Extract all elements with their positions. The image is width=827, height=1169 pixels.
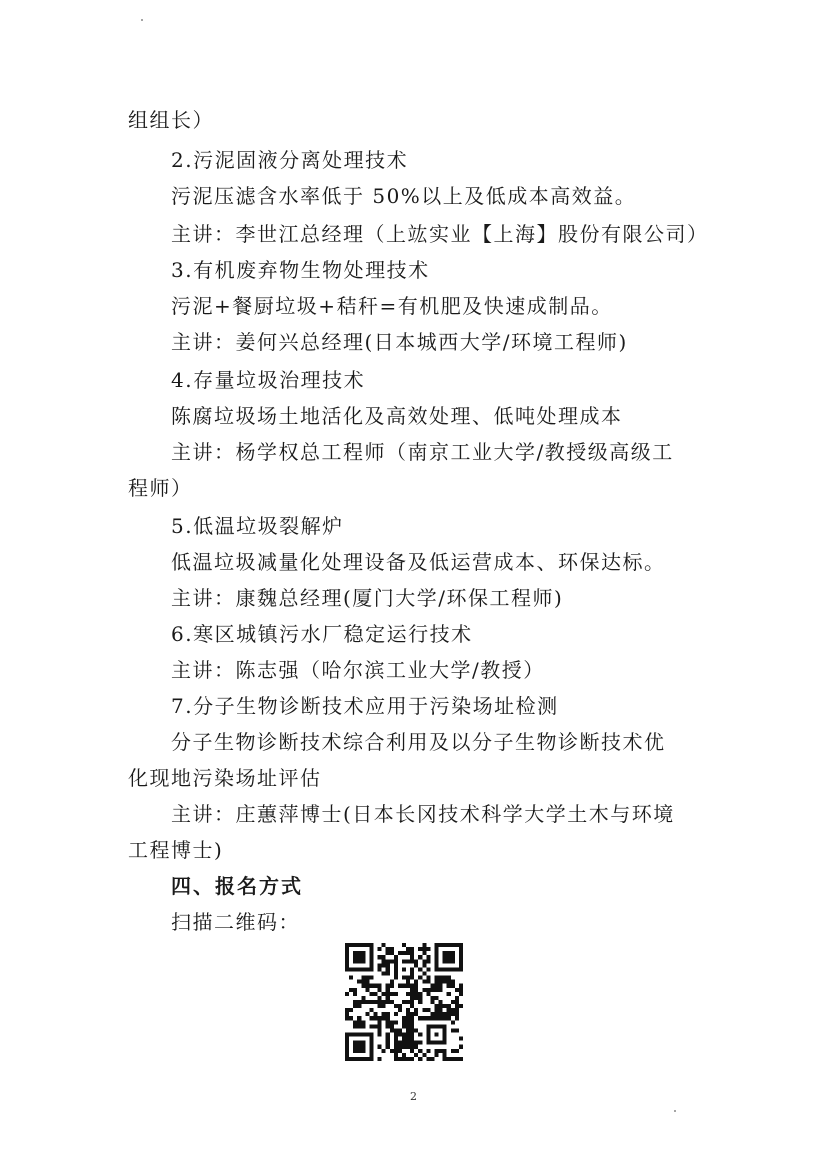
text-line: 组组长）: [128, 108, 214, 132]
section-heading: 5.低温垃圾裂解炉: [171, 514, 344, 538]
speaker-line: 主讲：姜何兴总经理(日本城西大学/环境工程师): [171, 330, 628, 354]
text-line: 分子生物诊断技术综合利用及以分子生物诊断技术优: [171, 730, 666, 754]
speaker-line: 主讲：庄蕙萍博士(日本长冈技术科学大学土木与环境: [171, 802, 675, 826]
section-heading: 7.分子生物诊断技术应用于污染场址检测: [171, 694, 559, 718]
section-heading: 2.污泥固液分离处理技术: [171, 148, 409, 172]
text-line: 污泥压滤含水率低于 50%以上及低成本高效益。: [171, 184, 637, 208]
text-line: 陈腐垃圾场土地活化及高效处理、低吨处理成本: [171, 404, 623, 428]
text-line: 污泥+餐厨垃圾+秸秆=有机肥及快速成制品。: [171, 294, 613, 318]
speaker-line: 主讲：杨学权总工程师（南京工业大学/教授级高级工: [171, 440, 674, 464]
text-line: 工程博士): [128, 838, 224, 862]
speaker-line: 主讲：李世江总经理（上竑实业【上海】股份有限公司）: [171, 222, 709, 246]
text-line: 扫描二维码：: [171, 910, 300, 934]
speaker-line: 主讲：陈志强（哈尔滨工业大学/教授）: [171, 658, 545, 682]
text-line: 程师）: [128, 476, 193, 500]
text-line: 低温垃圾减量化处理设备及低运营成本、环保达标。: [171, 550, 666, 574]
scan-speck: [674, 1110, 676, 1112]
section-title: 四、报名方式: [171, 874, 303, 898]
scan-speck: [141, 19, 143, 21]
speaker-line: 主讲：康魏总经理(厦门大学/环保工程师): [171, 586, 564, 610]
text-line: 化现地污染场址评估: [128, 766, 322, 790]
section-heading: 3.有机废弃物生物处理技术: [171, 258, 430, 282]
qr-code[interactable]: [345, 943, 463, 1061]
section-heading: 4.存量垃圾治理技术: [171, 368, 366, 392]
page-number: 2: [410, 1090, 417, 1103]
section-heading: 6.寒区城镇污水厂稳定运行技术: [171, 622, 473, 646]
